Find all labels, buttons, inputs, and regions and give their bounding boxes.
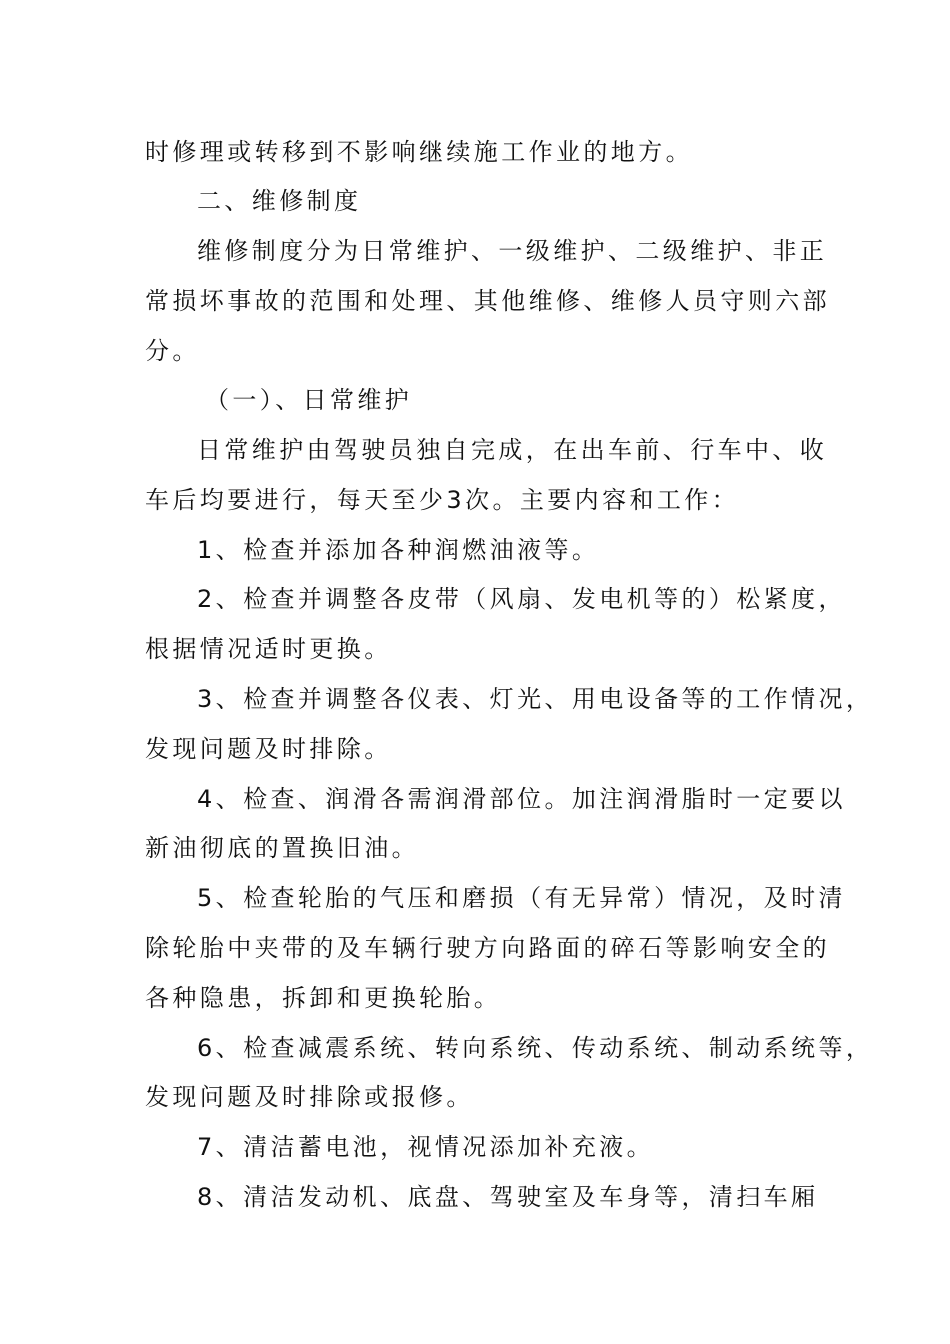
list-item: 3、检查并调整各仪表、灯光、用电设备等的工作情况， [197, 685, 874, 713]
list-item-continuation: 发现问题及时排除。 [145, 735, 392, 763]
subsection-heading: （一）、日常维护 [205, 386, 413, 414]
list-item-continuation: 发现问题及时排除或报修。 [145, 1083, 474, 1111]
list-item: 7、清洁蓄电池，视情况添加补充液。 [197, 1133, 655, 1161]
list-item: 5、检查轮胎的气压和磨损（有无异常）情况，及时清 [197, 884, 846, 912]
paragraph-line: 日常维护由驾驶员独自完成，在出车前、行车中、收 [197, 436, 828, 464]
list-item: 2、检查并调整各皮带（风扇、发电机等的）松紧度， [197, 585, 846, 613]
list-item-continuation: 各种隐患，拆卸和更换轮胎。 [145, 984, 502, 1012]
list-item: 8、清洁发动机、底盘、驾驶室及车身等，清扫车厢 [197, 1183, 819, 1211]
list-item-continuation: 新油彻底的置换旧油。 [145, 834, 419, 862]
list-item: 6、检查减震系统、转向系统、传动系统、制动系统等， [197, 1034, 874, 1062]
list-item-continuation: 除轮胎中夹带的及车辆行驶方向路面的碎石等影响安全的 [145, 934, 830, 962]
paragraph-line: 分。 [145, 337, 200, 365]
list-item: 1、检查并添加各种润燃油液等。 [197, 536, 600, 564]
paragraph-line: 常损坏事故的范围和处理、其他维修、维修人员守则六部 [145, 287, 830, 315]
list-item: 4、检查、润滑各需润滑部位。加注润滑脂时一定要以 [197, 785, 846, 813]
paragraph-line: 维修制度分为日常维护、一级维护、二级维护、非正 [197, 237, 828, 265]
paragraph-line: 车后均要进行，每天至少3次。主要内容和工作： [145, 486, 740, 514]
section-heading: 二、维修制度 [197, 187, 362, 215]
paragraph-line: 时修理或转移到不影响继续施工作业的地方。 [145, 138, 693, 166]
list-item-continuation: 根据情况适时更换。 [145, 635, 392, 663]
